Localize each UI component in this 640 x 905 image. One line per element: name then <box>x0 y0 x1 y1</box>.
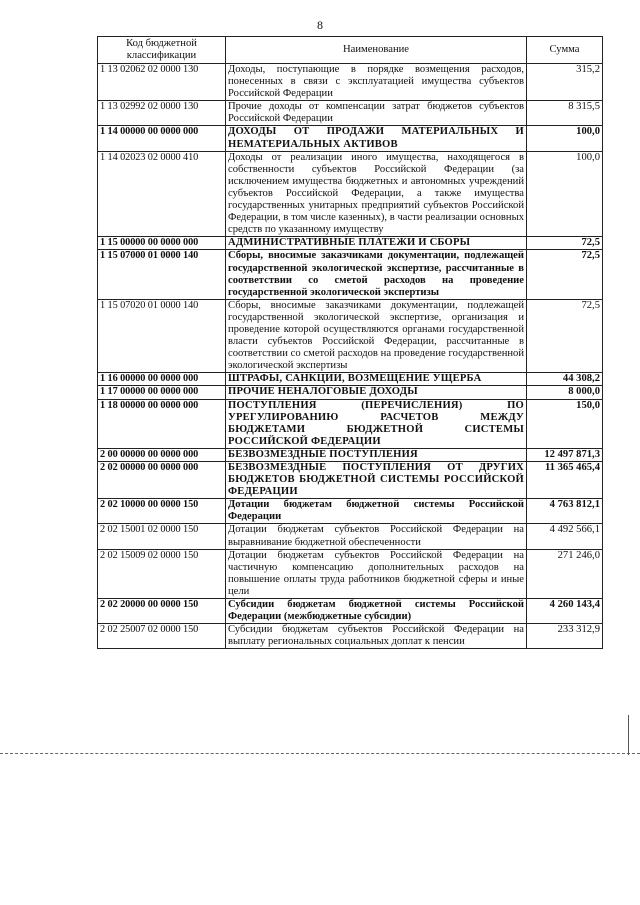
row-code: 1 15 00000 00 0000 000 <box>98 237 226 250</box>
table-row <box>98 126 603 151</box>
table-row <box>98 399 603 448</box>
row-name: Сборы, вносимые заказчиками документации, подлежащей государственной экологической экспертизе, рассчитанные в соответствии со сметой расходов на проведение государственной экологической экспертизы <box>226 250 527 299</box>
row-sum: 4 260 143,4 <box>527 599 603 624</box>
table-row <box>98 250 603 299</box>
row-sum: 44 308,2 <box>527 373 603 386</box>
row-sum: 150,0 <box>527 399 603 448</box>
row-code: 1 15 07000 01 0000 140 <box>98 250 226 299</box>
row-name: Дотации бюджетам бюджетной системы Российской Федерации <box>226 499 527 524</box>
table-row <box>98 462 603 499</box>
row-sum: 11 365 465,4 <box>527 462 603 499</box>
row-code: 1 13 02062 02 0000 130 <box>98 64 226 101</box>
table-row <box>98 101 603 126</box>
row-name: Доходы от реализации иного имущества, находящегося в собственности субъектов Российской Федерации (за исключением имущества бюджетных и автономных учреждений субъектов Российской Федерации, а также имущества государственных унитарных предприятий субъектов Российской Федерации, в том числе казенных), в части реализации основных средств по указанному имуществу <box>226 151 527 237</box>
row-code: 1 17 00000 00 0000 000 <box>98 386 226 399</box>
row-sum: 4 763 812,1 <box>527 499 603 524</box>
row-name: Субсидии бюджетам субъектов Российской Федерации на выплату региональных социальных доплат к пенсии <box>226 624 527 649</box>
row-sum: 72,5 <box>527 299 603 373</box>
column-header-sum: Сумма <box>527 37 603 64</box>
row-name: Дотации бюджетам субъектов Российской Федерации на частичную компенсацию дополнительных расходов на повышение оплаты труда работников бюджетной сферы и иные цели <box>226 549 527 598</box>
row-sum: 315,2 <box>527 64 603 101</box>
table-row <box>98 373 603 386</box>
row-sum: 233 312,9 <box>527 624 603 649</box>
page-number: 8 <box>317 18 323 32</box>
row-sum: 12 497 871,3 <box>527 448 603 461</box>
table-row <box>98 599 603 624</box>
row-name: ДОХОДЫ ОТ ПРОДАЖИ МАТЕРИАЛЬНЫХ И НЕМАТЕРИАЛЬНЫХ АКТИВОВ <box>226 126 527 151</box>
row-name: ПОСТУПЛЕНИЯ (ПЕРЕЧИСЛЕНИЯ) ПО УРЕГУЛИРОВАНИЮ РАСЧЕТОВ МЕЖДУ БЮДЖЕТАМИ БЮДЖЕТНОЙ СИСТЕМЫ РОССИЙСКОЙ ФЕДЕРАЦИИ <box>226 399 527 448</box>
column-header-code: Код бюджетной классификации <box>98 37 226 64</box>
table-row <box>98 237 603 250</box>
row-sum: 72,5 <box>527 237 603 250</box>
row-code: 2 02 15001 02 0000 150 <box>98 524 226 549</box>
row-name: ШТРАФЫ, САНКЦИИ, ВОЗМЕЩЕНИЕ УЩЕРБА <box>226 373 527 386</box>
row-name: БЕЗВОЗМЕЗДНЫЕ ПОСТУПЛЕНИЯ ОТ ДРУГИХ БЮДЖЕТОВ БЮДЖЕТНОЙ СИСТЕМЫ РОССИЙСКОЙ ФЕДЕРАЦИИ <box>226 462 527 499</box>
scan-edge-mark <box>628 715 629 755</box>
row-name: ПРОЧИЕ НЕНАЛОГОВЫЕ ДОХОДЫ <box>226 386 527 399</box>
table-header-row <box>98 37 603 64</box>
row-name: Субсидии бюджетам бюджетной системы Российской Федерации (межбюджетные субсидии) <box>226 599 527 624</box>
table-row <box>98 299 603 373</box>
row-code: 1 14 00000 00 0000 000 <box>98 126 226 151</box>
table-row <box>98 524 603 549</box>
row-name: Доходы, поступающие в порядке возмещения расходов, понесенных в связи с эксплуатацией имущества субъектов Российской Федерации <box>226 64 527 101</box>
row-sum: 4 492 566,1 <box>527 524 603 549</box>
table-row <box>98 386 603 399</box>
row-name: Дотации бюджетам субъектов Российской Федерации на выравнивание бюджетной обеспеченности <box>226 524 527 549</box>
row-code: 2 00 00000 00 0000 000 <box>98 448 226 461</box>
row-name: Прочие доходы от компенсации затрат бюджетов субъектов Российской Федерации <box>226 101 527 126</box>
row-code: 1 15 07020 01 0000 140 <box>98 299 226 373</box>
row-sum: 271 246,0 <box>527 549 603 598</box>
row-sum: 8 315,5 <box>527 101 603 126</box>
table-body <box>98 64 603 649</box>
table-row <box>98 448 603 461</box>
page-bottom-rule <box>0 753 640 754</box>
row-code: 2 02 15009 02 0000 150 <box>98 549 226 598</box>
row-code: 2 02 00000 00 0000 000 <box>98 462 226 499</box>
column-header-name: Наименование <box>226 37 527 64</box>
row-sum: 72,5 <box>527 250 603 299</box>
row-name: АДМИНИСТРАТИВНЫЕ ПЛАТЕЖИ И СБОРЫ <box>226 237 527 250</box>
row-code: 1 13 02992 02 0000 130 <box>98 101 226 126</box>
row-name: БЕЗВОЗМЕЗДНЫЕ ПОСТУПЛЕНИЯ <box>226 448 527 461</box>
row-code: 2 02 20000 00 0000 150 <box>98 599 226 624</box>
row-sum: 100,0 <box>527 151 603 237</box>
row-code: 1 18 00000 00 0000 000 <box>98 399 226 448</box>
table-row <box>98 499 603 524</box>
table-row <box>98 64 603 101</box>
budget-revenue-table <box>97 36 603 649</box>
row-sum: 8 000,0 <box>527 386 603 399</box>
row-code: 1 14 02023 02 0000 410 <box>98 151 226 237</box>
table-row <box>98 549 603 598</box>
row-code: 2 02 10000 00 0000 150 <box>98 499 226 524</box>
row-code: 2 02 25007 02 0000 150 <box>98 624 226 649</box>
table-row <box>98 151 603 237</box>
row-sum: 100,0 <box>527 126 603 151</box>
row-code: 1 16 00000 00 0000 000 <box>98 373 226 386</box>
table-row <box>98 624 603 649</box>
row-name: Сборы, вносимые заказчиками документации, подлежащей государственной экологической экспертизе, организация и проведение которой осуществляются органами государственной власти субъектов Российской Федерации, рассчитанные в соответствии со сметой расходов на проведение государственной экологической экспертизы <box>226 299 527 373</box>
